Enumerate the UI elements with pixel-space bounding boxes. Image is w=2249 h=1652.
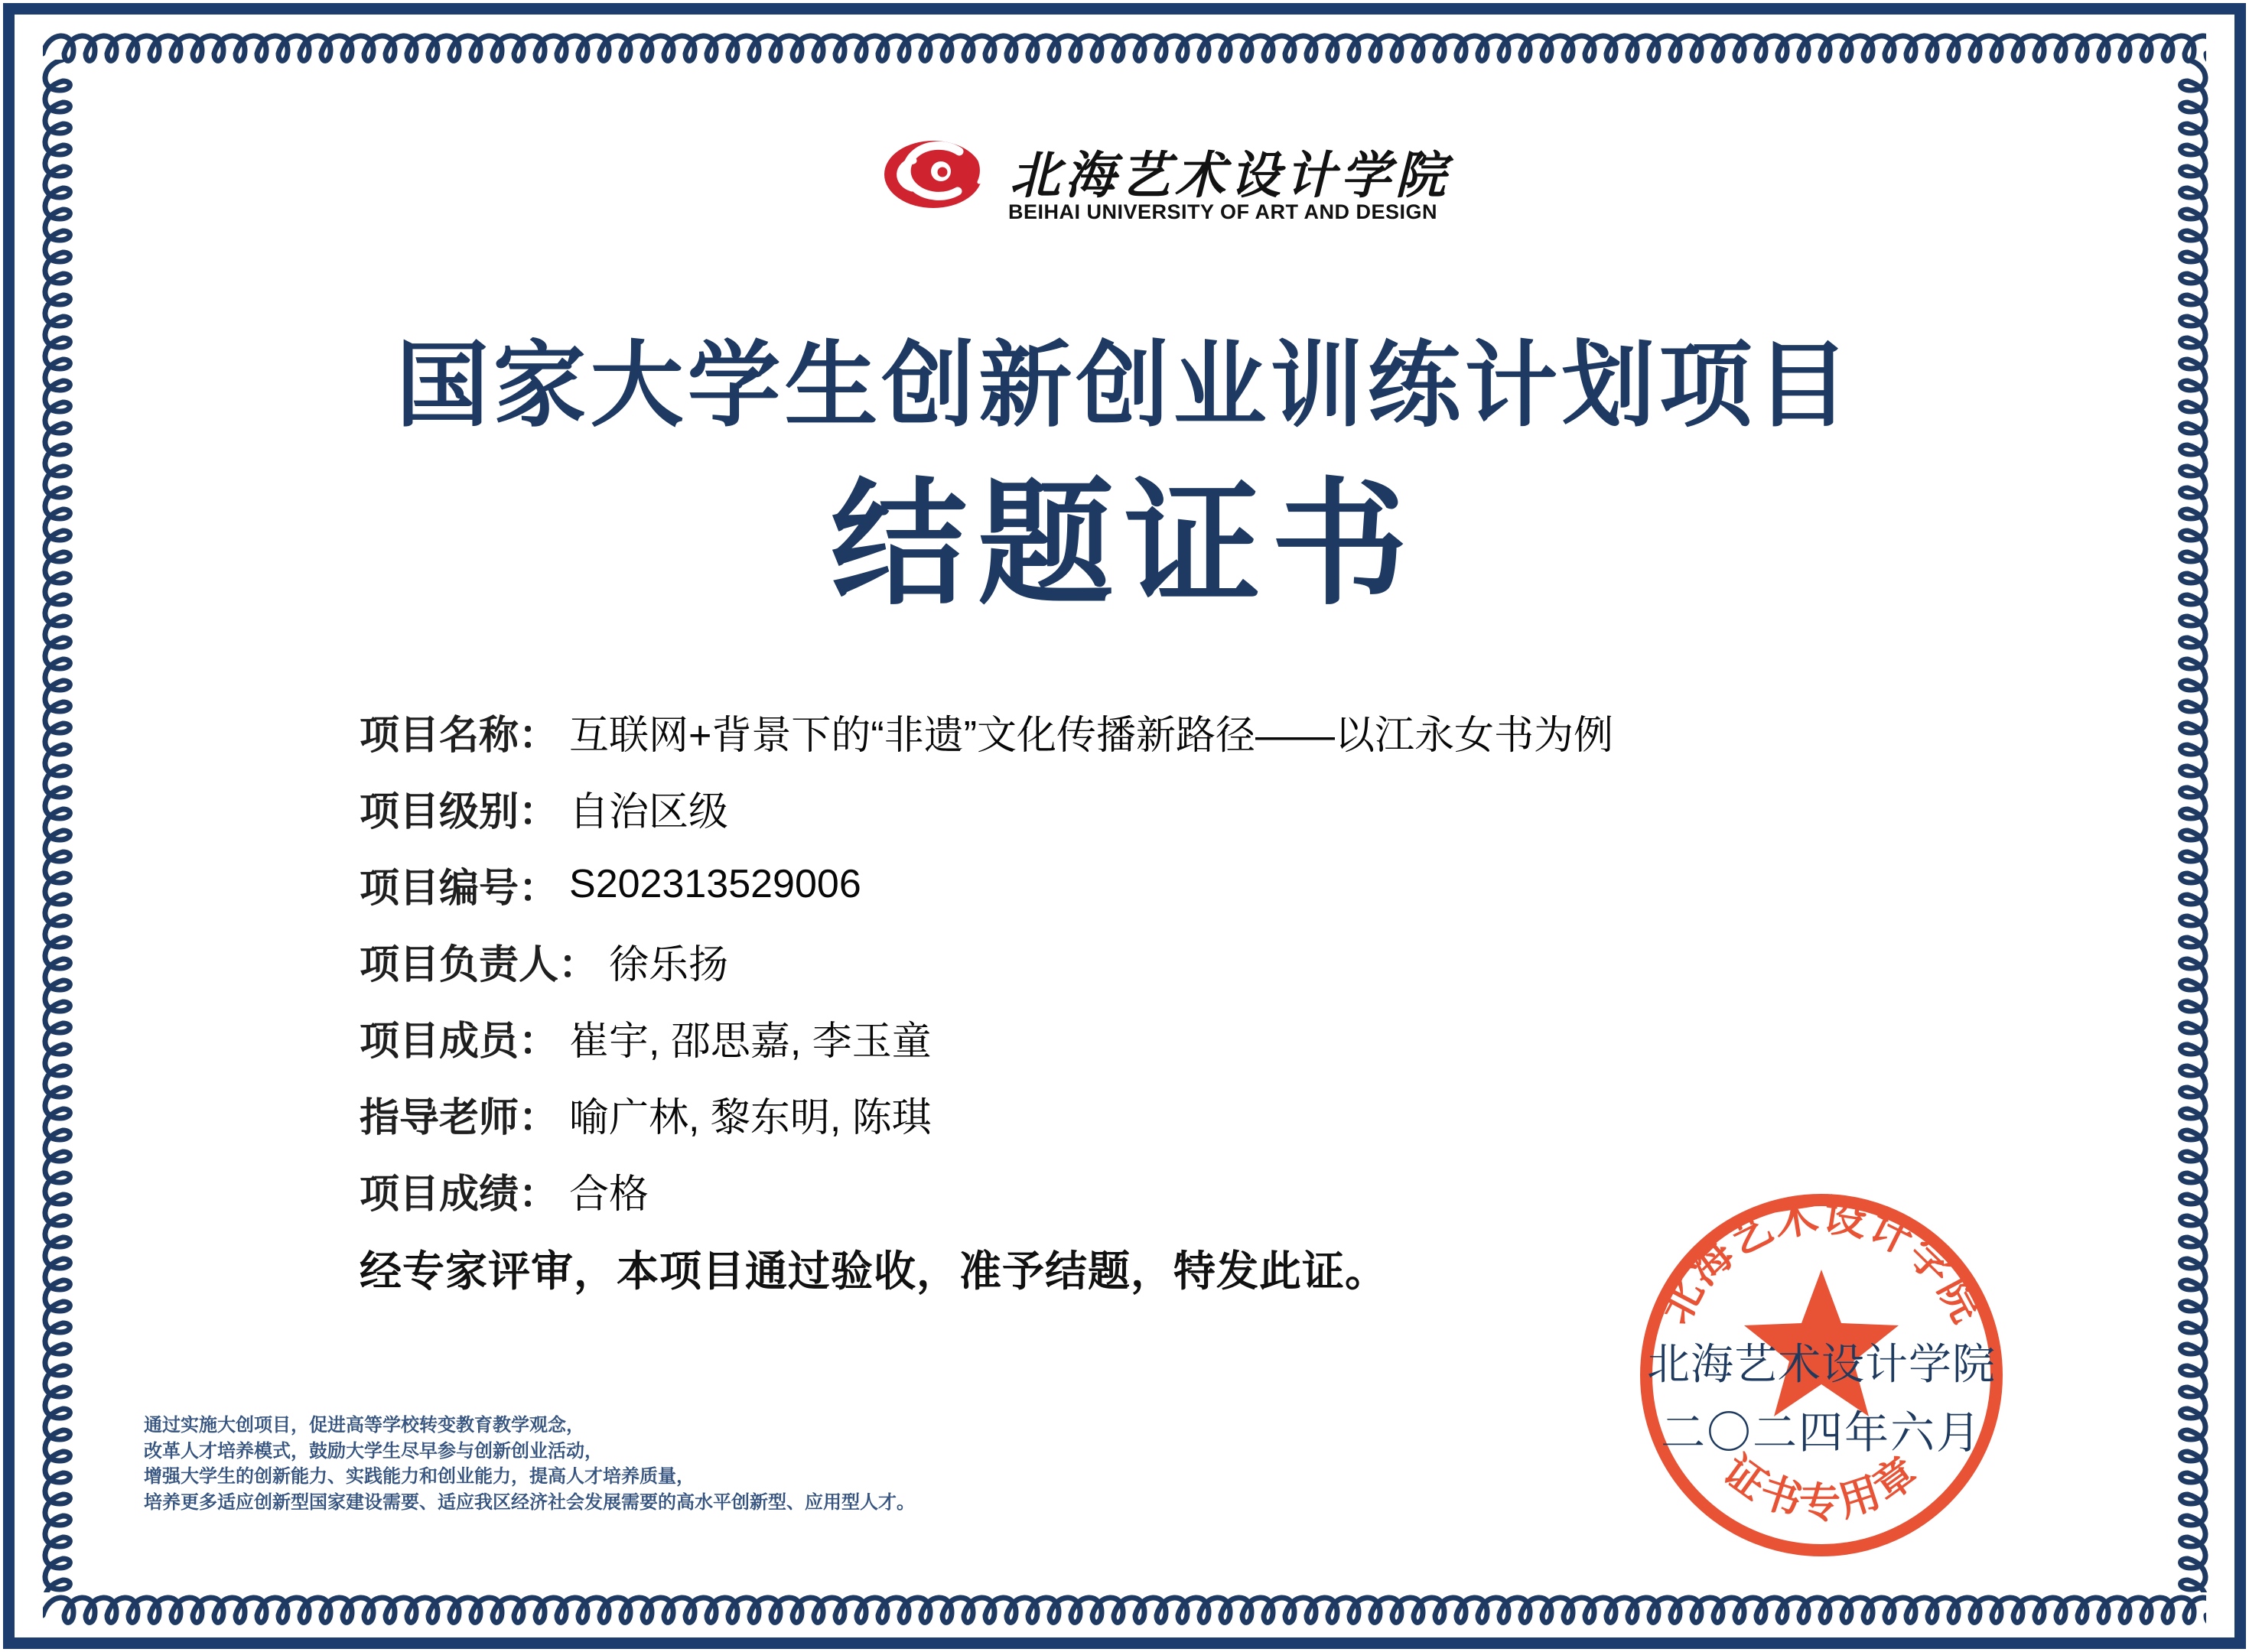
field-label: 项目成员： — [360, 1019, 559, 1064]
seal-bottom-text: 证书专用章 — [1714, 1447, 1928, 1527]
rope-border-bottom-icon — [43, 1586, 2206, 1626]
footnote-line: 改革人才培养模式，鼓励大学生尽早参与创新创业活动， — [144, 1439, 603, 1462]
field-label: 项目成绩： — [360, 1172, 559, 1217]
rope-border-right-icon — [2177, 60, 2217, 1592]
field-label: 项目编号： — [360, 866, 559, 911]
issue-date: 二〇二四年六月 — [1660, 1408, 1982, 1458]
university-cn-name: 北海艺术设计学院 — [1010, 145, 1450, 205]
footnote-line: 通过实施大创项目，促进高等学校转变教育教学观念， — [144, 1413, 584, 1436]
field-row-project-level — [360, 769, 1613, 846]
field-value: S202313529006 — [569, 862, 861, 906]
project-fields — [360, 693, 1613, 1228]
field-row-project-number — [360, 846, 1613, 922]
university-en-name: BEIHAI UNIVERSITY OF ART AND DESIGN — [1008, 200, 1438, 223]
field-value: 合格 — [569, 1172, 649, 1217]
seal-ring-text: 北海艺术设计学院 — [1651, 1192, 1992, 1332]
program-footnote — [144, 1412, 915, 1514]
certificate-title: 国家大学生创新创业训练计划项目 — [395, 335, 1854, 438]
field-value: 徐乐扬 — [609, 942, 729, 987]
footnote-line: 培养更多适应创新型国家建设需要、适应我区经济社会发展需要的高水平创新型、应用型人才。 — [144, 1490, 915, 1513]
field-label: 项目名称： — [360, 713, 559, 758]
field-label: 指导老师： — [360, 1095, 559, 1140]
field-row-project-members — [360, 999, 1613, 1075]
field-value: 崔宇, 邵思嘉, 李玉童 — [569, 1019, 932, 1064]
university-logo-swirl-icon — [880, 138, 987, 211]
rope-border-top-icon — [43, 24, 2206, 64]
field-value: 互联网+背景下的“非遗”文化传播新路径——以江永女书为例 — [569, 713, 1614, 758]
completion-statement: 经专家评审，本项目通过验收，准予结题，特发此证。 — [360, 1247, 1388, 1295]
field-label: 项目级别： — [360, 789, 559, 834]
rope-border-left-icon — [34, 60, 73, 1592]
field-value: 喻广林, 黎东明, 陈琪 — [569, 1095, 932, 1140]
footnote-line: 增强大学生的创新能力、实践能力和创业能力，提高人才培养质量， — [144, 1465, 695, 1487]
issuer-organization: 北海艺术设计学院 — [1647, 1340, 1996, 1388]
field-row-advisors — [360, 1075, 1613, 1152]
field-value: 自治区级 — [569, 789, 729, 834]
field-row-project-grade — [360, 1152, 1613, 1228]
certificate-subtitle: 结题证书 — [831, 470, 1418, 621]
field-row-project-name — [360, 693, 1613, 769]
field-label: 项目负责人： — [360, 942, 599, 987]
field-row-project-leader — [360, 922, 1613, 999]
